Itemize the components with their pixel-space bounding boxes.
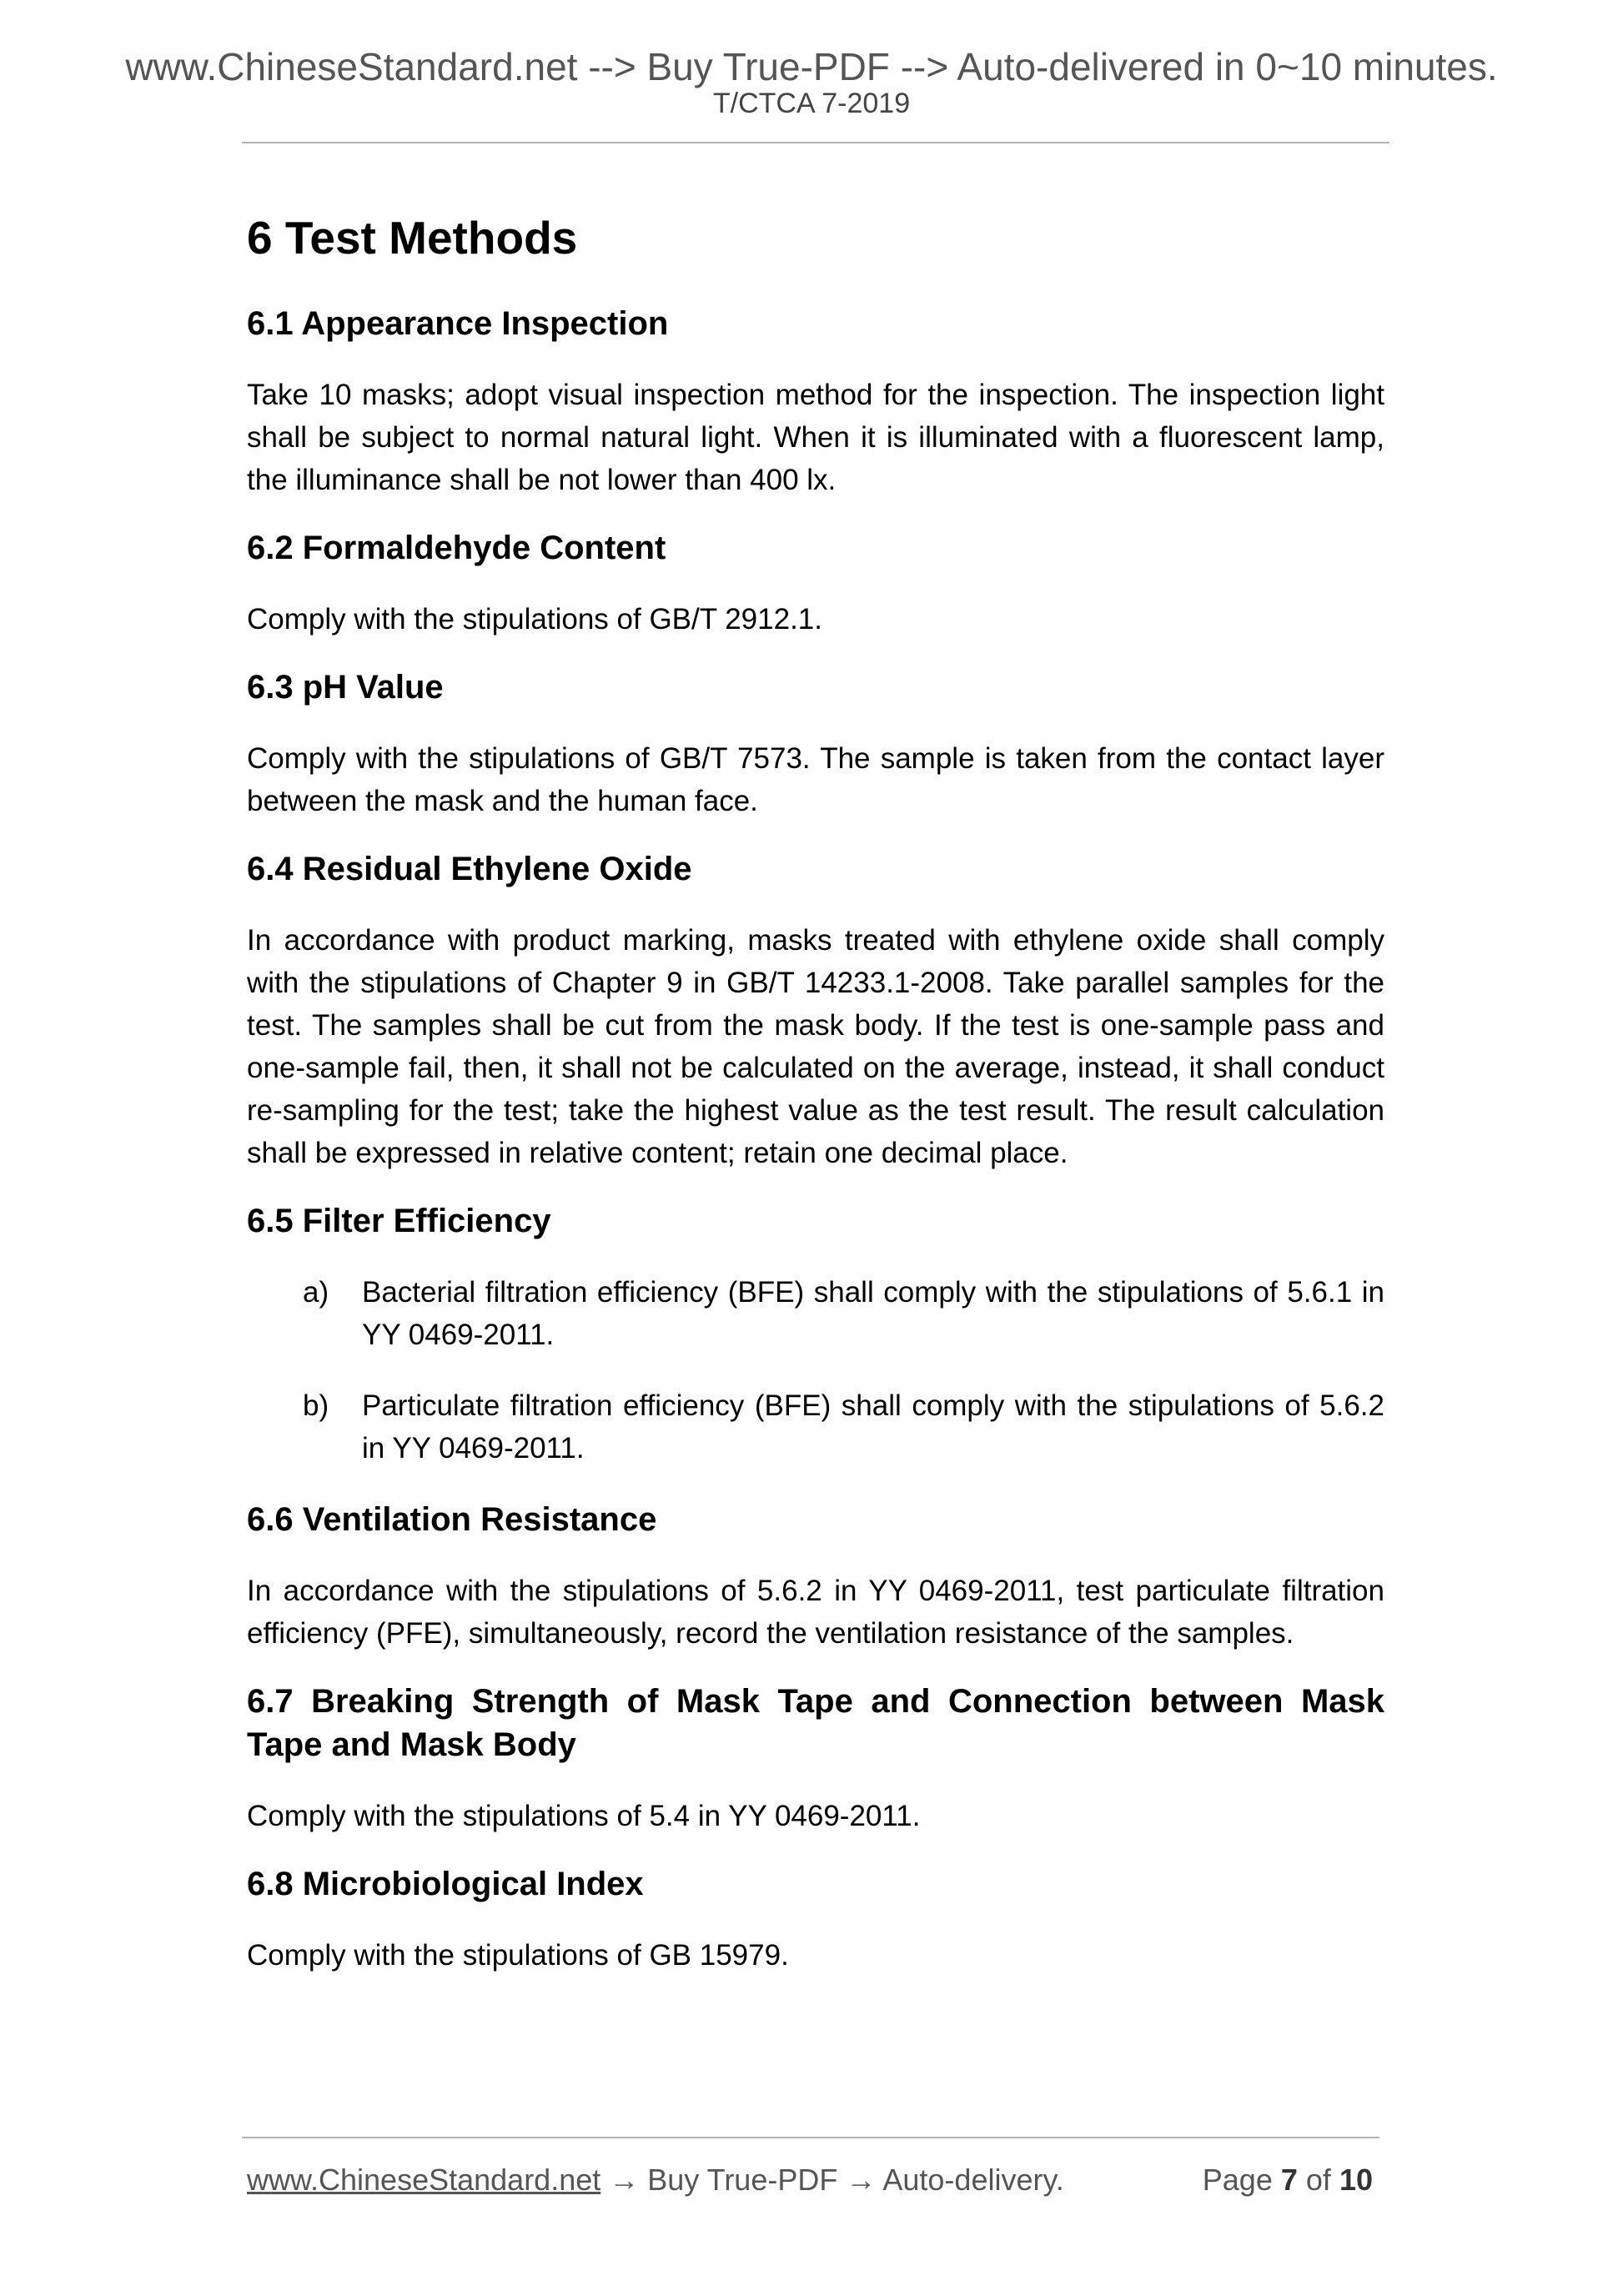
header-divider [242,142,1389,143]
section-text-6-6: In accordance with the stipulations of 5.6.2 in YY 0469-2011, test particulate filtration efficiency (PFE), simultaneously, record the ventilation resistance of the samples. [247,1575,1384,1650]
section-heading-6-2: 6.2 Formaldehyde Content [247,530,666,566]
section-heading-6-6: 6.6 Ventilation Resistance [247,1501,657,1538]
footer-divider [242,2137,1379,2138]
footer-buy-text: Buy True-PDF [647,2163,838,2197]
page-number [1203,2160,1373,2200]
total-pages: 10 [1339,2163,1373,2197]
section-heading-6-7: 6.7 Breaking Strength of Mask Tape and Connection between Mask Tape and Mask Body [247,1683,1384,1763]
section-heading-6-8: 6.8 Microbiological Index [247,1866,644,1902]
section-text-6-8: Comply with the stipulations of GB 15979. [247,1939,789,1972]
section-text-6-7: Comply with the stipulations of 5.4 in YY 0469-2011. [247,1800,921,1832]
section-heading-6-3: 6.3 pH Value [247,669,444,706]
page-content [247,208,1384,2002]
list-item-text: Bacterial filtration efficiency (BFE) shall comply with the stipulations of 5.6.1 in YY 0469-2011. [362,1276,1384,1351]
section-heading-6-5: 6.5 Filter Efficiency [247,1203,551,1239]
list-marker: b) [303,1389,329,1422]
footer-site-link[interactable]: www.ChineseStandard.net [247,2163,601,2197]
page-label: Page [1202,2163,1273,2197]
chapter-title: 6 Test Methods [247,212,578,264]
of-label: of [1305,2163,1331,2197]
list-item [247,1271,1384,1356]
arrow-right-icon: → [609,2163,640,2197]
section-text-6-4: In accordance with product marking, masks treated with ethylene oxide shall comply with the stipulations of Chapter 9 in GB/T 14233.1-2008. Take parallel samples for the test. The samples shall be cut from the mask body. If the test is one-sample pass and one-sample fail, then, it shall not be calculated on the average, instead, it shall conduct re-sampling for the test; take the highest value as the test result. The result calculation shall be expressed in relative content; retain one decimal place. [247,924,1384,1169]
section-text-6-3: Comply with the stipulations of GB/T 7573. The sample is taken from the contact layer between the mask and the human face. [247,742,1384,817]
section-heading-6-1: 6.1 Appearance Inspection [247,305,669,342]
arrow-right-icon: → [846,2163,877,2197]
current-page: 7 [1280,2163,1298,2197]
list-item-text: Particulate filtration efficiency (BFE) shall comply with the stipulations of 5.6.2 in YY 0469-2011. [362,1389,1384,1465]
site-banner: www.ChineseStandard.net --> Buy True-PDF --> Auto-delivered in 0~10 minutes. [125,45,1498,88]
document-code: T/CTCA 7-2019 [712,88,911,119]
footer-delivery-text: Auto-delivery. [882,2163,1064,2197]
list-marker: a) [303,1276,329,1309]
section-heading-6-4: 6.4 Residual Ethylene Oxide [247,851,692,887]
section-text-6-1: Take 10 masks; adopt visual inspection method for the inspection. The inspection light shall be subject to normal natural light. When it is illuminated with a fluorescent lamp, the illuminance shall be not lower than 400 lx. [247,379,1384,496]
page-footer [247,2160,1373,2200]
list-item [247,1384,1384,1470]
section-text-6-2: Comply with the stipulations of GB/T 2912.1. [247,603,822,636]
